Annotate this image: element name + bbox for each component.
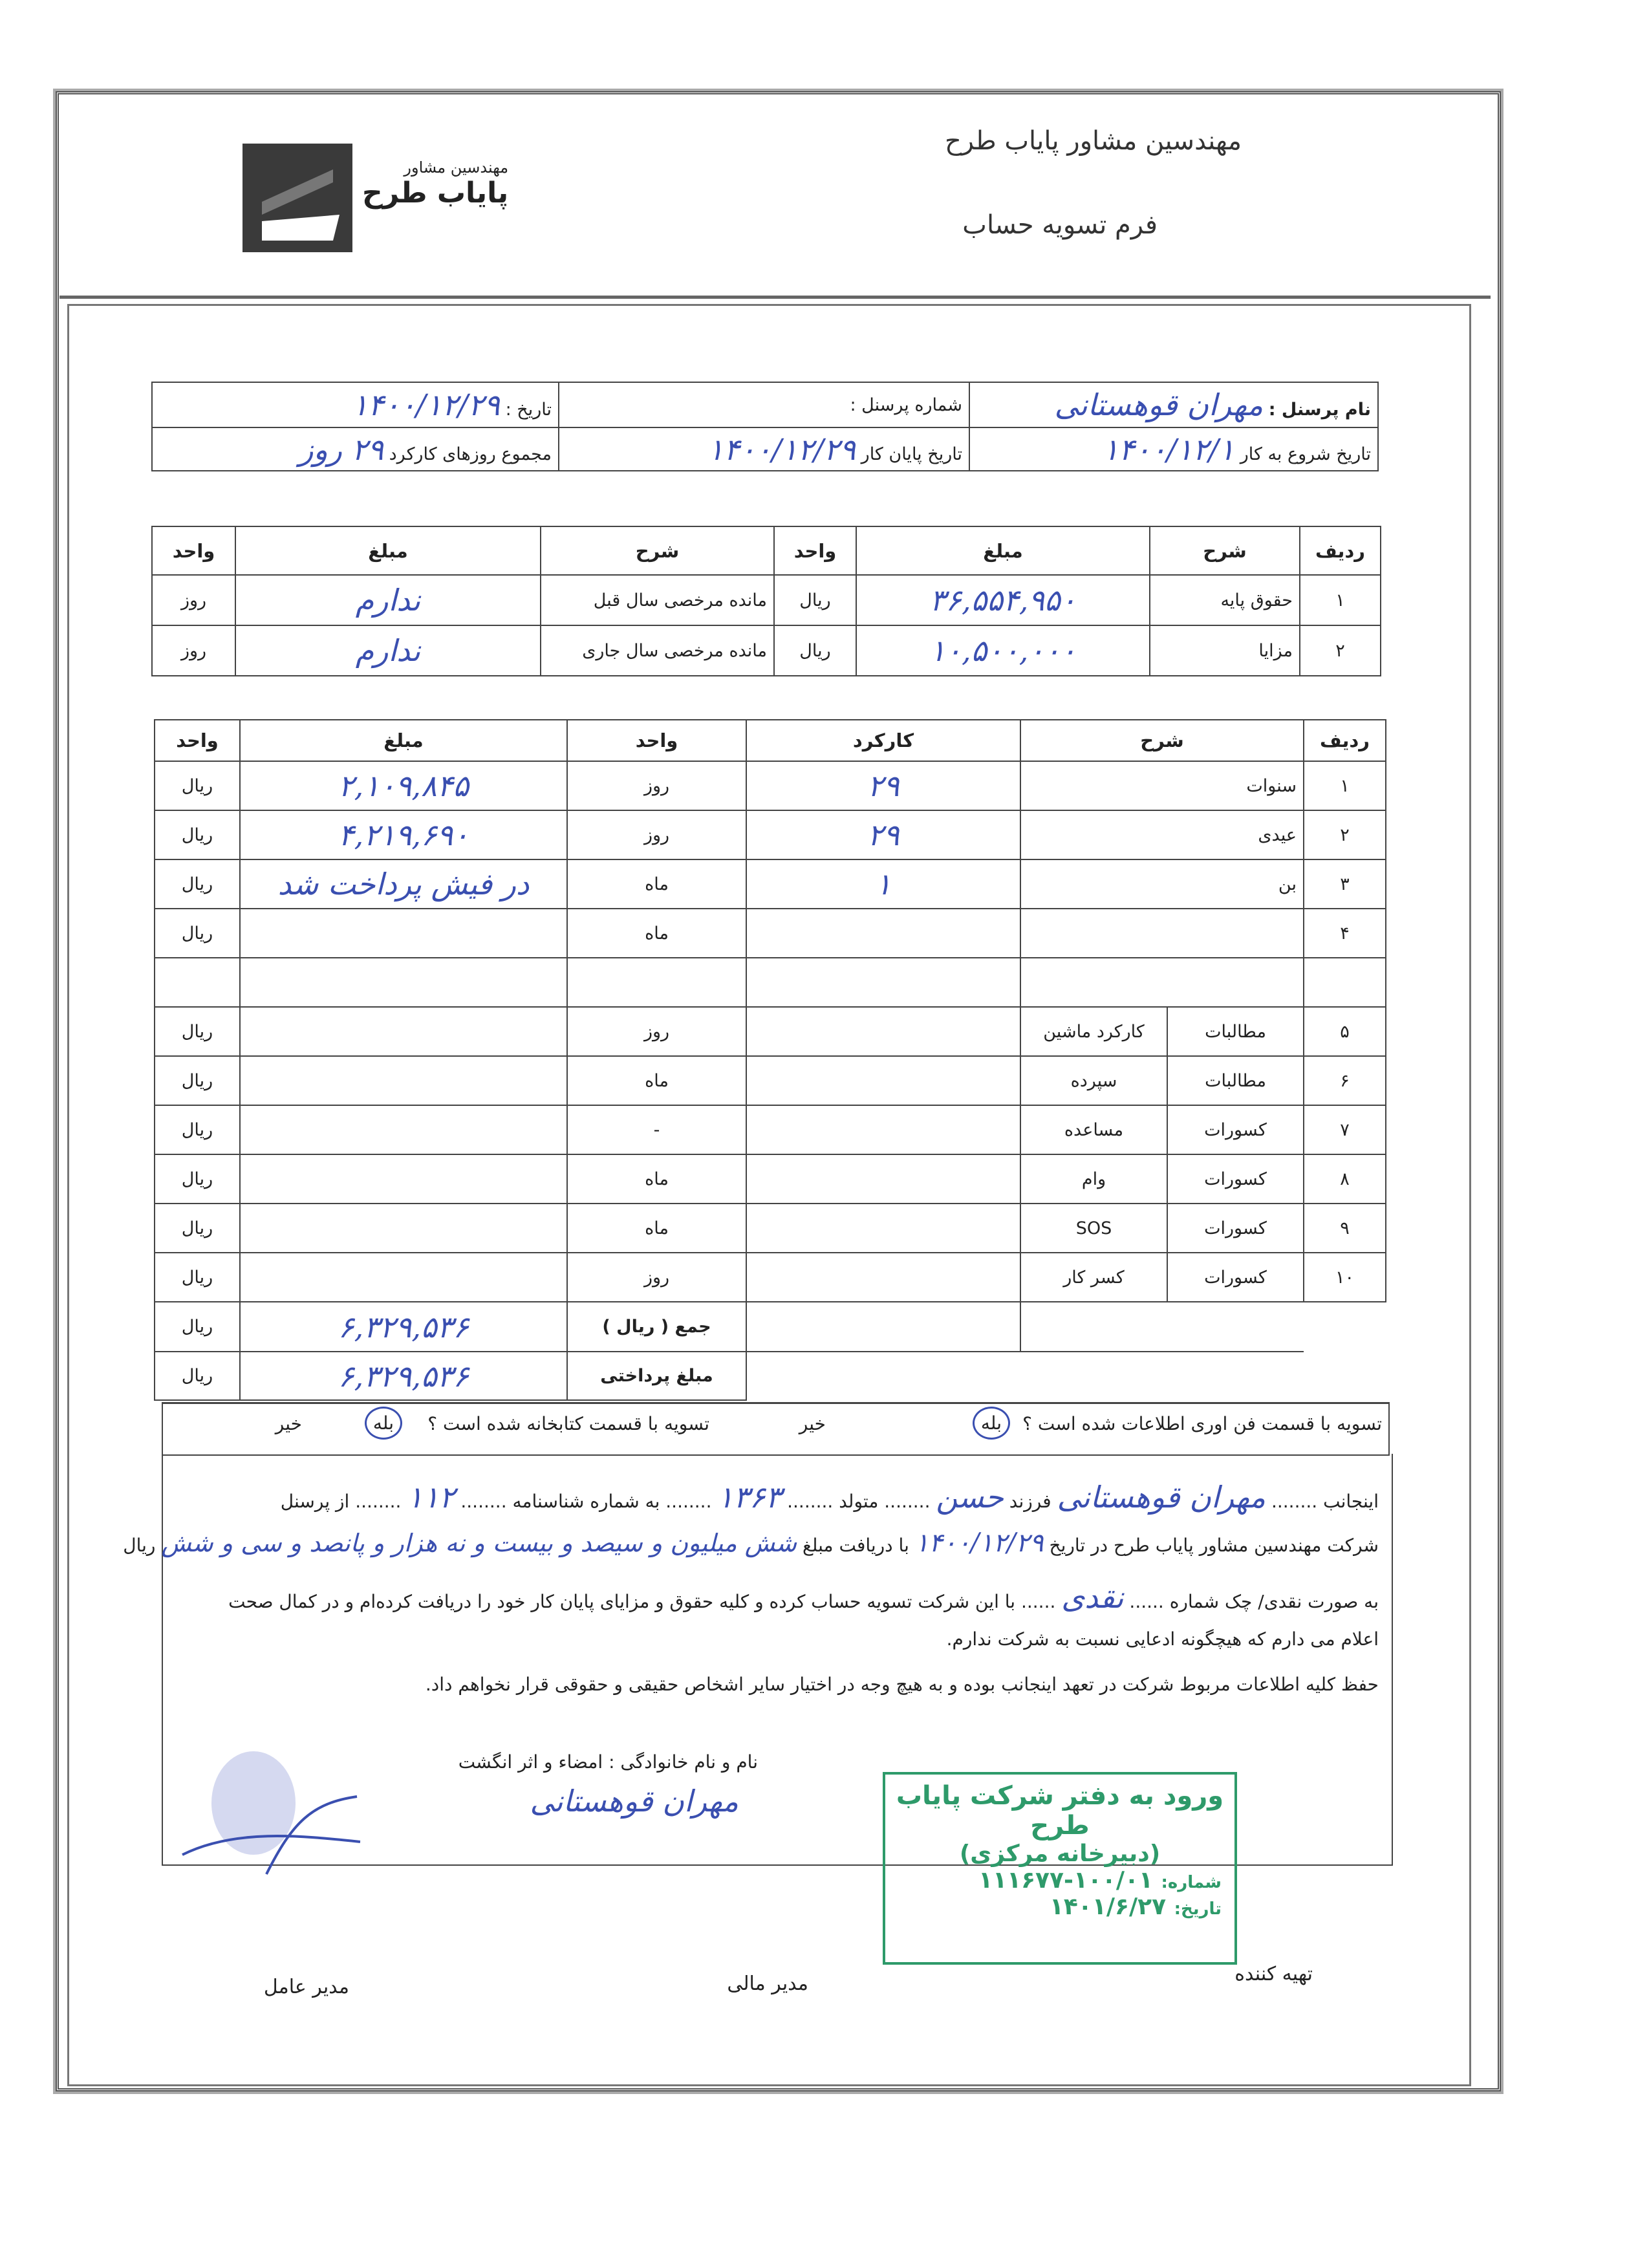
- row-no: ۸: [1304, 1154, 1386, 1204]
- row-category: کسورات: [1167, 1253, 1304, 1302]
- company-name: مهندسین مشاور پایاب طرح: [944, 126, 1242, 156]
- row-desc: مساعده: [1020, 1105, 1167, 1154]
- library-yes-option[interactable]: بله: [365, 1407, 402, 1440]
- header-amount-2: مبلغ: [235, 526, 541, 575]
- row-currency: ریال: [155, 810, 240, 859]
- row-amount: در فیش پرداخت شد: [240, 859, 567, 909]
- signature-name: مهران قوهستانی: [530, 1784, 738, 1819]
- header-desc-2: شرح: [541, 526, 774, 575]
- form-title: فرم تسویه حساب: [962, 210, 1158, 240]
- personnel-no-cell: شماره پرسنل :: [559, 382, 969, 427]
- table-row: [155, 1154, 1386, 1204]
- signature-label: نام و نام خانوادگی : امضاء و اثر انگشت: [458, 1751, 758, 1773]
- row-currency: ریال: [155, 1154, 240, 1204]
- row-amount: [240, 1204, 567, 1253]
- row-desc: [1020, 958, 1304, 1007]
- row-work: [746, 1154, 1020, 1204]
- it-yes-option[interactable]: بله: [973, 1407, 1010, 1440]
- row-no: ۵: [1304, 1007, 1386, 1056]
- library-no-option[interactable]: خیر: [275, 1413, 302, 1434]
- row-amount: [240, 1154, 567, 1204]
- row-desc-2: مانده مرخصی سال جاری: [541, 625, 774, 676]
- row-category: مطالبات: [1167, 1056, 1304, 1105]
- stamp-line-1: ورود به دفتر شرکت پایاب طرح: [896, 1781, 1224, 1841]
- row-work: ۱: [746, 859, 1020, 909]
- header-unit: واحد: [567, 720, 746, 761]
- table-row: [155, 909, 1386, 958]
- total-currency: ریال: [155, 1302, 240, 1352]
- header-row-no: ردیف: [1300, 526, 1381, 575]
- row-unit: ماه: [567, 1056, 746, 1105]
- row-amount: ۳۶,۵۵۴,۹۵۰: [856, 575, 1150, 625]
- header-row-no: ردیف: [1304, 720, 1386, 761]
- total-value: ۶,۳۲۹,۵۳۶: [240, 1302, 567, 1352]
- row-currency: ریال: [155, 761, 240, 810]
- row-category: کسورات: [1167, 1204, 1304, 1253]
- row-desc: سپرده: [1020, 1056, 1167, 1105]
- row-unit: ماه: [567, 859, 746, 909]
- it-clearance-question: تسویه با قسمت فن اوری اطلاعات شده است ؟: [1022, 1413, 1382, 1434]
- row-amount: [240, 958, 567, 1007]
- row-work: [746, 1007, 1020, 1056]
- table-row: [152, 625, 1381, 676]
- library-clearance-question: تسویه با قسمت کتابخانه شده است ؟: [427, 1413, 709, 1434]
- table-row: [152, 575, 1381, 625]
- stamp-date: تاریخ: ۱۴۰۱/۶/۲۷: [1049, 1894, 1222, 1920]
- table-row: [155, 1204, 1386, 1253]
- header-work: کارکرد: [746, 720, 1020, 761]
- row-no: ۴: [1304, 909, 1386, 958]
- row-no: ۳: [1304, 859, 1386, 909]
- row-desc: مزایا: [1150, 625, 1300, 676]
- row-amount-2: ندارم: [235, 625, 541, 676]
- row-no: [1304, 958, 1386, 1007]
- header-unit-2: واحد: [152, 526, 235, 575]
- row-currency: ریال: [155, 1204, 240, 1253]
- row-unit: ماه: [567, 909, 746, 958]
- row-amount-2: ندارم: [235, 575, 541, 625]
- table-row: [155, 859, 1386, 909]
- row-desc: وام: [1020, 1154, 1167, 1204]
- row-work: ۲۹: [746, 810, 1020, 859]
- row-no: ۲: [1304, 810, 1386, 859]
- row-no: ۱: [1304, 761, 1386, 810]
- row-desc: [1020, 909, 1304, 958]
- row-work: [746, 958, 1020, 1007]
- row-amount: [240, 1253, 567, 1302]
- row-currency: ریال: [155, 909, 240, 958]
- row-amount: [240, 909, 567, 958]
- table-row: [155, 1253, 1386, 1302]
- header-amount: مبلغ: [856, 526, 1150, 575]
- row-category: کسورات: [1167, 1154, 1304, 1204]
- header-desc: شرح: [1020, 720, 1304, 761]
- row-desc: حقوق پایه: [1150, 575, 1300, 625]
- declaration-line-5: حفظ کلیه اطلاعات مربوط شرکت در تعهد اینجانب بوده و به هیچ وجه در اختیار سایر اشخاص حقیقی و حقوقی قرار نخواهم داد.: [425, 1674, 1379, 1695]
- it-no-option[interactable]: خیر: [799, 1413, 826, 1434]
- row-desc: کسر کار: [1020, 1253, 1167, 1302]
- row-amount: [240, 1056, 567, 1105]
- header-currency: واحد: [155, 720, 240, 761]
- ceo-signature: مدیر عامل: [263, 1976, 349, 1998]
- stamp-line-2: (دبیرخانه مرکزی): [959, 1841, 1161, 1867]
- row-unit: ریال: [774, 625, 856, 676]
- table-row: [155, 1007, 1386, 1056]
- work-days-cell: مجموع روزهای کارکرد ۲۹ روز: [152, 427, 559, 471]
- preparer-signature: تهیه کننده: [1234, 1963, 1313, 1985]
- clearance-row: [162, 1402, 1390, 1456]
- personnel-info-table: [151, 382, 1379, 471]
- row-no: ۶: [1304, 1056, 1386, 1105]
- row-unit: ماه: [567, 1154, 746, 1204]
- logo-text: مهندسین مشاور پایاب طرح: [362, 158, 509, 210]
- paid-label: مبلغ پرداختی: [567, 1352, 746, 1400]
- row-currency: [155, 958, 240, 1007]
- row-currency: ریال: [155, 1007, 240, 1056]
- row-desc: SOS: [1020, 1204, 1167, 1253]
- name-cell: نام پرسنل : مهران قوهستانی: [969, 382, 1378, 427]
- row-no: ۱: [1300, 575, 1381, 625]
- fingerprint-signature-icon: [176, 1745, 363, 1887]
- declaration-line-1: اینجانب ........ مهران قوهستانی فرزند حسن ........ متولد ........ ۱۳۶۳ ........ به شماره شناسنامه ........ ۱۱۲ ........ از پرسنل: [280, 1480, 1379, 1515]
- row-unit-2: روز: [152, 575, 235, 625]
- row-unit: روز: [567, 1007, 746, 1056]
- row-work: [746, 1253, 1020, 1302]
- row-amount: ۱۰,۵۰۰,۰۰۰: [856, 625, 1150, 676]
- table-row: [155, 958, 1386, 1007]
- row-currency: ریال: [155, 859, 240, 909]
- table-row: [155, 1056, 1386, 1105]
- row-unit-2: روز: [152, 625, 235, 676]
- row-unit: ریال: [774, 575, 856, 625]
- row-work: [746, 1204, 1020, 1253]
- row-work: ۲۹: [746, 761, 1020, 810]
- table-row: [155, 761, 1386, 810]
- header-desc: شرح: [1150, 526, 1300, 575]
- table-row: [155, 810, 1386, 859]
- row-work: [746, 909, 1020, 958]
- finance-manager-signature: مدیر مالی: [727, 1972, 808, 1995]
- start-date-cell: تاریخ شروع به کار ۱۴۰۰/۱۲/۱: [969, 427, 1378, 471]
- paid-row: [155, 1352, 1386, 1400]
- row-work: [746, 1056, 1020, 1105]
- row-no: ۱۰: [1304, 1253, 1386, 1302]
- end-date-cell: تاریخ پایان کار ۱۴۰۰/۱۲/۲۹: [559, 427, 969, 471]
- header-unit: واحد: [774, 526, 856, 575]
- table-row: [155, 1105, 1386, 1154]
- stamp-number: شماره: ۱۰۰/۰۱-۱۱۱۶۷۷: [978, 1867, 1222, 1894]
- declaration-line-3: به صورت نقدی/ چک شماره ...... نقدی ...... با این شرکت تسویه حساب کرده و کلیه حقوق و مزایای پایان کار خود را دریافت کرده‌ام و در کمال صحت: [228, 1580, 1379, 1615]
- row-unit: روز: [567, 810, 746, 859]
- row-desc: بن: [1020, 859, 1304, 909]
- row-unit: ماه: [567, 1204, 746, 1253]
- row-amount: [240, 1105, 567, 1154]
- row-unit: [567, 958, 746, 1007]
- company-logo: [242, 144, 352, 252]
- total-row: [155, 1302, 1386, 1352]
- row-unit: روز: [567, 1253, 746, 1302]
- header-amount: مبلغ: [240, 720, 567, 761]
- declaration-line-2: شرکت مهندسین مشاور پایاب طرح در تاریخ ۱۴۰۰/۱۲/۲۹ با دریافت مبلغ شش میلیون و سیصد و بیست و نه هزار و پانصد و سی و شش ریال: [123, 1528, 1379, 1558]
- row-desc: عیدی: [1020, 810, 1304, 859]
- row-desc: سنوات: [1020, 761, 1304, 810]
- row-category: مطالبات: [1167, 1007, 1304, 1056]
- date-cell: تاریخ : ۱۴۰۰/۱۲/۲۹: [152, 382, 559, 427]
- salary-table: [151, 526, 1381, 676]
- row-category: کسورات: [1167, 1105, 1304, 1154]
- row-desc-2: مانده مرخصی سال قبل: [541, 575, 774, 625]
- settlement-table: [154, 719, 1386, 1401]
- row-unit: -: [567, 1105, 746, 1154]
- row-amount: [240, 1007, 567, 1056]
- paid-currency: ریال: [155, 1352, 240, 1400]
- row-unit: روز: [567, 761, 746, 810]
- row-no: ۹: [1304, 1204, 1386, 1253]
- declaration-line-4: اعلام می دارم که هیچگونه ادعایی نسبت به شرکت ندارم.: [946, 1628, 1379, 1650]
- row-currency: ریال: [155, 1105, 240, 1154]
- row-amount: ۴,۲۱۹,۶۹۰: [240, 810, 567, 859]
- row-amount: ۲,۱۰۹,۸۴۵: [240, 761, 567, 810]
- row-work: [746, 1105, 1020, 1154]
- row-no: ۷: [1304, 1105, 1386, 1154]
- total-label: جمع ( ریال ): [567, 1302, 746, 1352]
- paid-value: ۶,۳۲۹,۵۳۶: [240, 1352, 567, 1400]
- row-currency: ریال: [155, 1253, 240, 1302]
- row-no: ۲: [1300, 625, 1381, 676]
- row-currency: ریال: [155, 1056, 240, 1105]
- row-desc: کارکرد ماشین: [1020, 1007, 1167, 1056]
- registry-stamp: [883, 1772, 1237, 1965]
